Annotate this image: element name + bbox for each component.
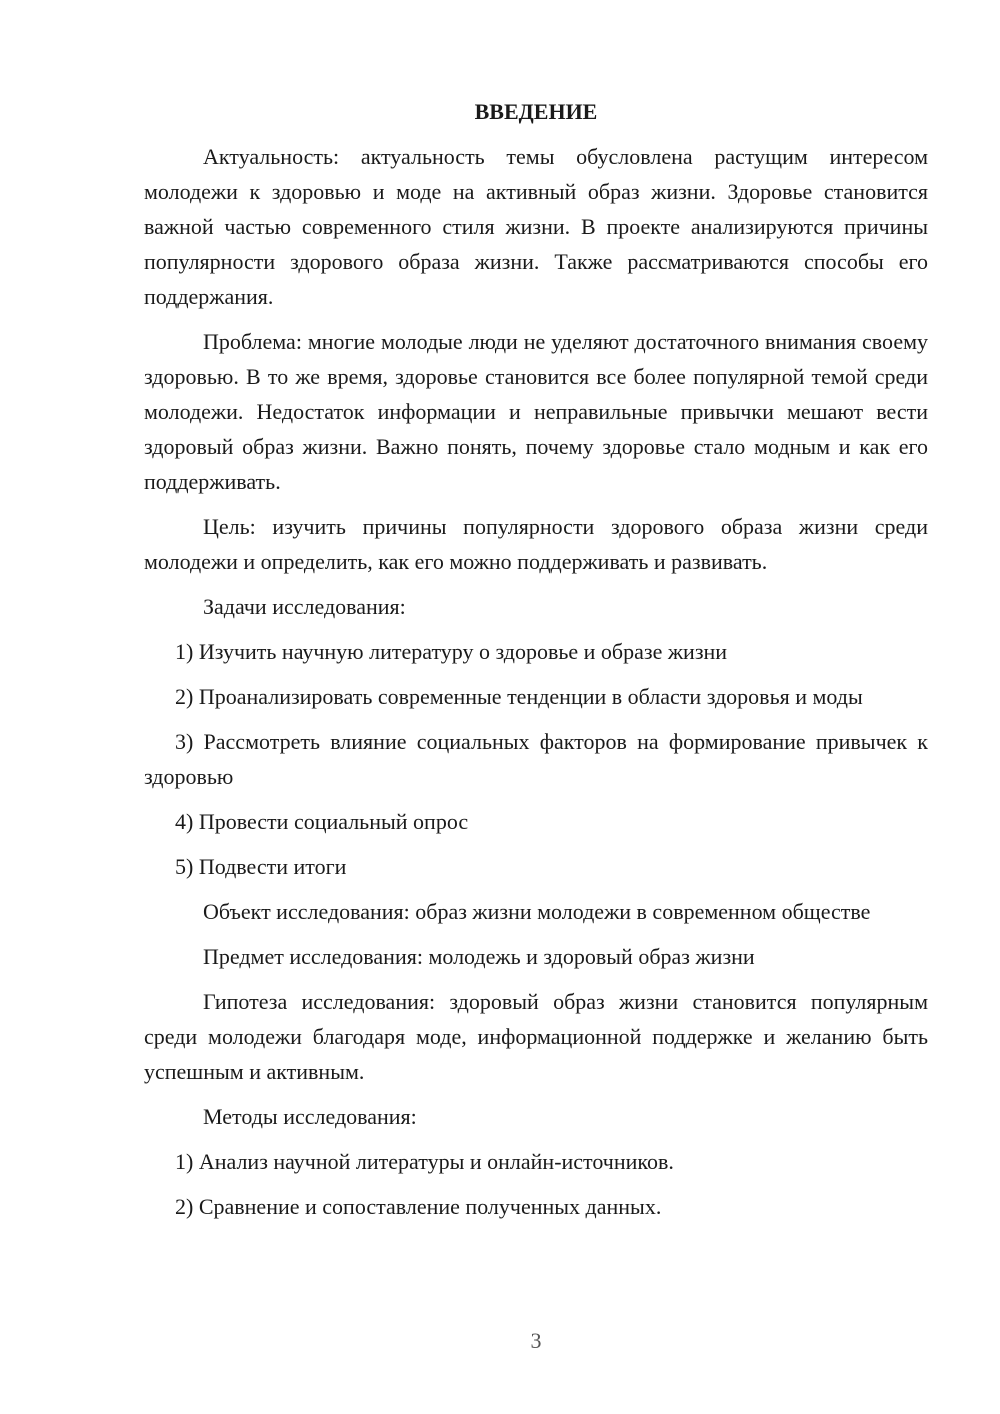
task-item: 4) Провести социальный опрос — [175, 809, 469, 834]
paragraph-object: Объект исследования: образ жизни молодежи в современном обществе — [203, 899, 871, 924]
section-title: ВВЕДЕНИЕ — [474, 99, 598, 124]
paragraph-goal: Цель: изучить причины популярности здорового образа жизни среди молодежи и определить, как его можно поддерживать и развивать. — [144, 514, 928, 574]
task-item: 2) Проанализировать современные тенденции в области здоровья и моды — [175, 684, 863, 709]
methods-heading: Методы исследования: — [203, 1104, 417, 1129]
page-number: 3 — [530, 1328, 542, 1353]
paragraph-relevance: Актуальность: актуальность темы обусловлена растущим интересом молодежи к здоровью и моде на активный образ жизни. Здоровье становится важной частью современного стиля жизни. В проекте анализируются причины популярности здорового образа жизни. Также рассматриваются способы его поддержания. — [144, 144, 928, 309]
paragraph-problem: Проблема: многие молодые люди не уделяют достаточного внимания своему здоровью. В то же время, здоровье становится все более популярной темой среди молодежи. Недостаток информации и неправильные привычки мешают вести здоровый образ жизни. Важно понять, почему здоровье стало модным и как его поддерживать. — [144, 329, 928, 494]
method-item: 1) Анализ научной литературы и онлайн-источников. — [175, 1149, 674, 1174]
task-item: 5) Подвести итоги — [175, 854, 347, 879]
method-item: 2) Сравнение и сопоставление полученных данных. — [175, 1194, 662, 1219]
document-body — [144, 94, 928, 1224]
paragraph-subject: Предмет исследования: молодежь и здоровый образ жизни — [203, 944, 755, 969]
task-item: 3) Рассмотреть влияние социальных факторов на формирование привычек к здоровью — [144, 729, 928, 789]
paragraph-hypothesis: Гипотеза исследования: здоровый образ жизни становится популярным среди молодежи благодаря моде, информационной поддержке и желанию быть успешным и активным. — [144, 989, 928, 1084]
task-item: 1) Изучить научную литературу о здоровье и образе жизни — [175, 639, 728, 664]
tasks-heading: Задачи исследования: — [203, 594, 406, 619]
